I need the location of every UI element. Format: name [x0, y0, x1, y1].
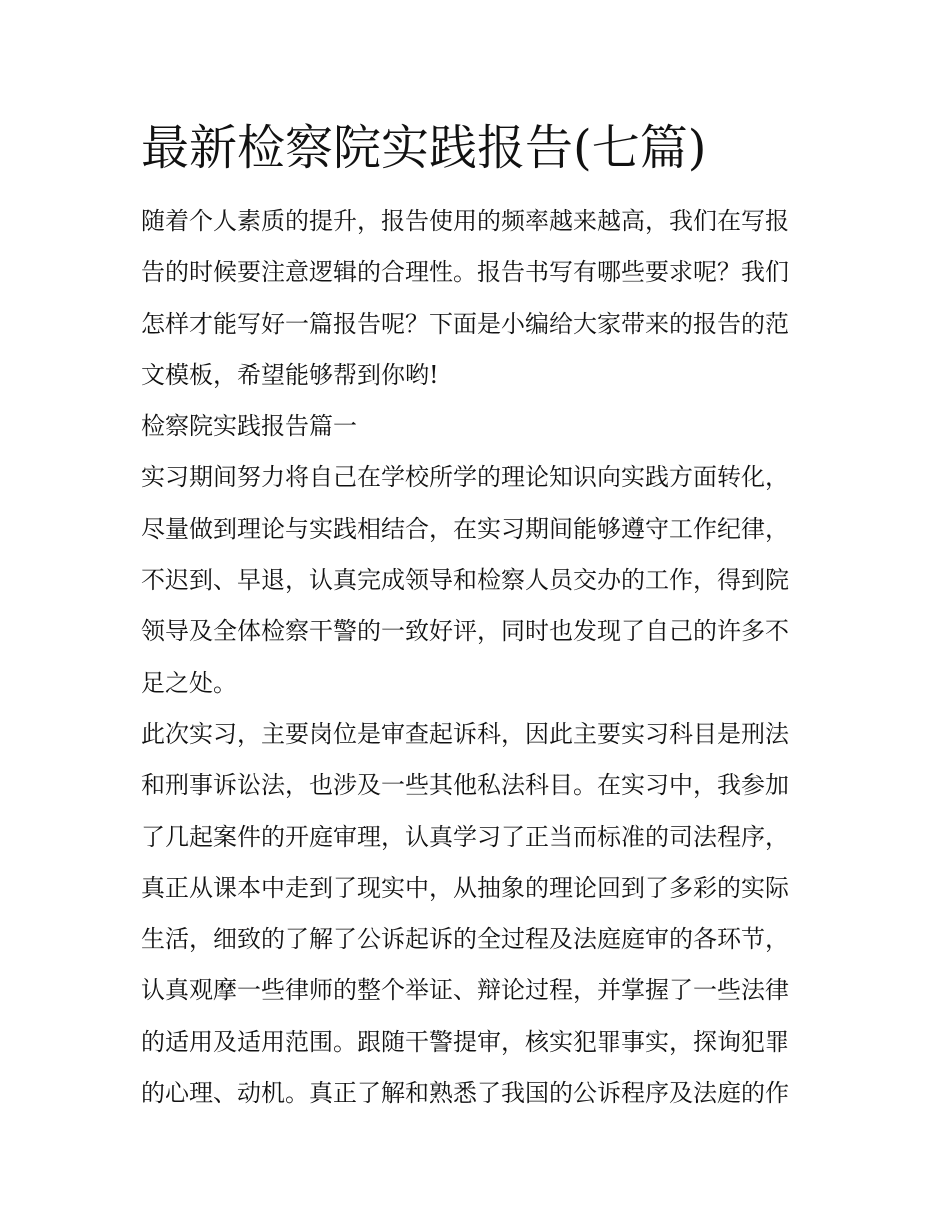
- document-page: [141, 112, 813, 1119]
- intro-line: 文模板，希望能够帮到你哟!: [141, 360, 439, 389]
- paragraph-line: 和刑事诉讼法，也涉及一些其他私法科目。在实习中，我参加: [141, 771, 789, 800]
- section-heading: 检察院实践报告篇一: [141, 412, 357, 441]
- document-title: 最新检察院实践报告(七篇): [141, 120, 707, 176]
- paragraph-line: 此次实习，主要岗位是审查起诉科，因此主要实习科目是刑法: [141, 719, 789, 748]
- paragraph-2: [141, 709, 813, 1119]
- intro-line: 告的时候要注意逻辑的合理性。报告书写有哪些要求呢？我们: [141, 258, 789, 287]
- paragraph-line: 的心理、动机。真正了解和熟悉了我国的公诉程序及法庭的作: [141, 1079, 789, 1108]
- intro-paragraph: [141, 196, 813, 401]
- paragraph-line: 生活，细致的了解了公诉起诉的全过程及法庭庭审的各环节，: [141, 925, 789, 954]
- paragraph-line: 了几起案件的开庭审理，认真学习了正当而标准的司法程序，: [141, 822, 789, 851]
- paragraph-line: 认真观摩一些律师的整个举证、辩论过程，并掌握了一些法律: [141, 976, 789, 1005]
- paragraph-line: 实习期间努力将自己在学校所学的理论知识向实践方面转化，: [141, 463, 789, 492]
- intro-line: 怎样才能写好一篇报告呢？下面是小编给大家带来的报告的范: [141, 309, 789, 338]
- intro-line: 随着个人素质的提升，报告使用的频率越来越高，我们在写报: [141, 207, 789, 235]
- paragraph-line: 真正从课本中走到了现实中，从抽象的理论回到了多彩的实际: [141, 873, 789, 902]
- paragraph-line: 足之处。: [141, 668, 237, 697]
- paragraph-line: 尽量做到理论与实践相结合，在实习期间能够遵守工作纪律，: [141, 514, 789, 543]
- paragraph-line: 领导及全体检察干警的一致好评，同时也发现了自己的许多不: [141, 617, 789, 646]
- paragraph-line: 不迟到、早退，认真完成领导和检察人员交办的工作，得到院: [141, 566, 789, 595]
- paragraph-line: 的适用及适用范围。跟随干警提审，核实犯罪事实，探询犯罪: [141, 1027, 789, 1056]
- paragraph-1: [141, 452, 813, 708]
